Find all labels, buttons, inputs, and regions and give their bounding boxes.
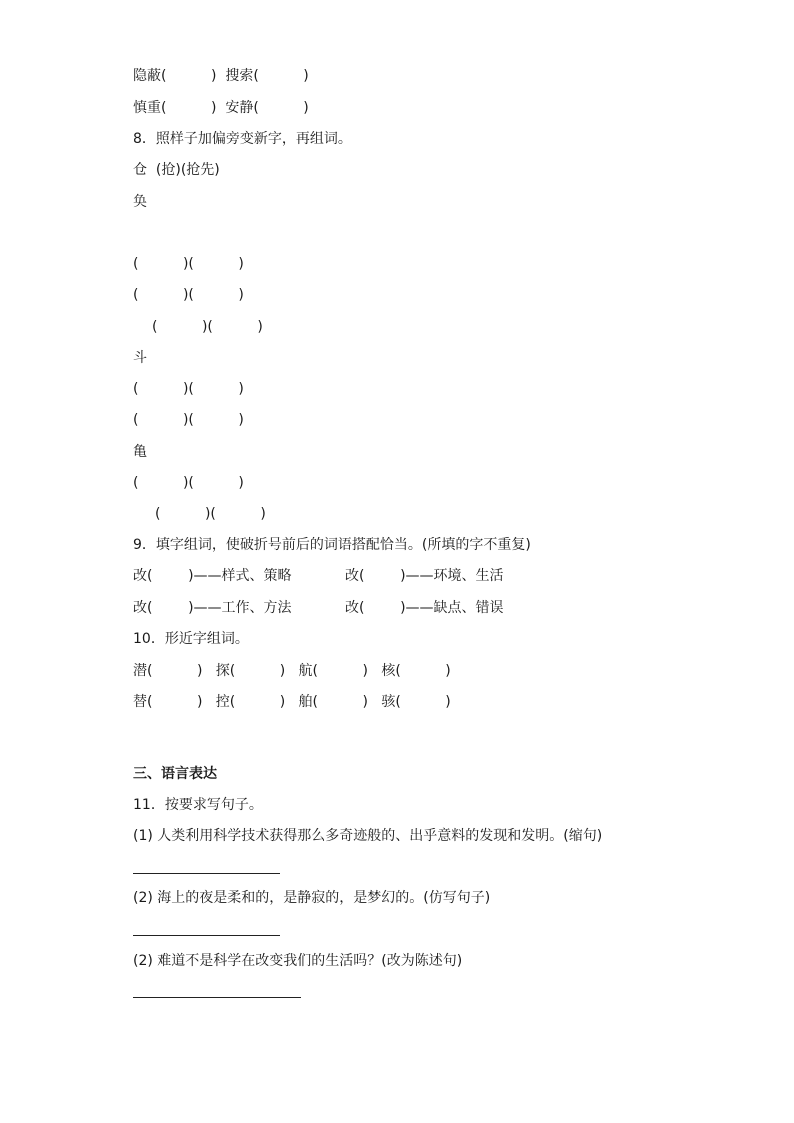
dou-blank-row: ( )( ) — [133, 412, 244, 428]
question-10-prompt: 10．形近字组词。 — [133, 631, 249, 647]
question-11-part-2: (2) 海上的夜是柔和的，是静寂的，是梦幻的。(仿写句子) — [133, 890, 491, 906]
question-10-row: 潜( ) 探( ) 航( ) 核( ) — [133, 663, 451, 679]
char-dou: 斗 — [133, 350, 147, 366]
answer-line — [133, 997, 301, 998]
question-11-part-1: (1) 人类利用科学技术获得那么多奇迹般的、出乎意料的发现和发明。(缩句) — [133, 828, 603, 844]
huan-blank-row: ( )( ) — [133, 287, 244, 303]
question-9-item: 改( )——环境、生活 — [345, 568, 504, 584]
dou-blank-row: ( )( ) — [133, 381, 244, 397]
huan-blank-row: ( )( ) — [133, 256, 244, 272]
question-9-item: 改( )——工作、方法 — [133, 600, 292, 616]
question-8-example: 仓 (抢)(抢先) — [133, 162, 220, 178]
question-9-item: 改( )——样式、策略 — [133, 568, 292, 584]
word-blanks-careful-quiet: 慎重( ) 安静( ) — [133, 100, 309, 116]
huan-blank-row: ( )( ) — [152, 319, 263, 335]
section-3-heading: 三、语言表达 — [133, 766, 217, 782]
char-huan: 奂 — [133, 194, 147, 210]
question-9-item: 改( )——缺点、错误 — [345, 600, 504, 616]
question-11-part-3: (2) 难道不是科学在改变我们的生活吗？(改为陈述句) — [133, 953, 463, 969]
question-8-prompt: 8．照样子加偏旁变新字，再组词。 — [133, 131, 352, 147]
answer-line — [133, 935, 280, 936]
ba-blank-row: ( )( ) — [133, 475, 244, 491]
question-11-prompt: 11．按要求写句子。 — [133, 797, 263, 813]
question-9-prompt: 9．填字组词，使破折号前后的词语搭配恰当。(所填的字不重复) — [133, 537, 531, 553]
question-10-row: 替( ) 控( ) 舶( ) 骇( ) — [133, 694, 451, 710]
word-blanks-hidden-search: 隐蔽( ) 搜索( ) — [133, 68, 309, 84]
ba-blank-row: ( )( ) — [155, 506, 266, 522]
char-ba: ⻲ — [133, 444, 147, 460]
answer-line — [133, 873, 280, 874]
